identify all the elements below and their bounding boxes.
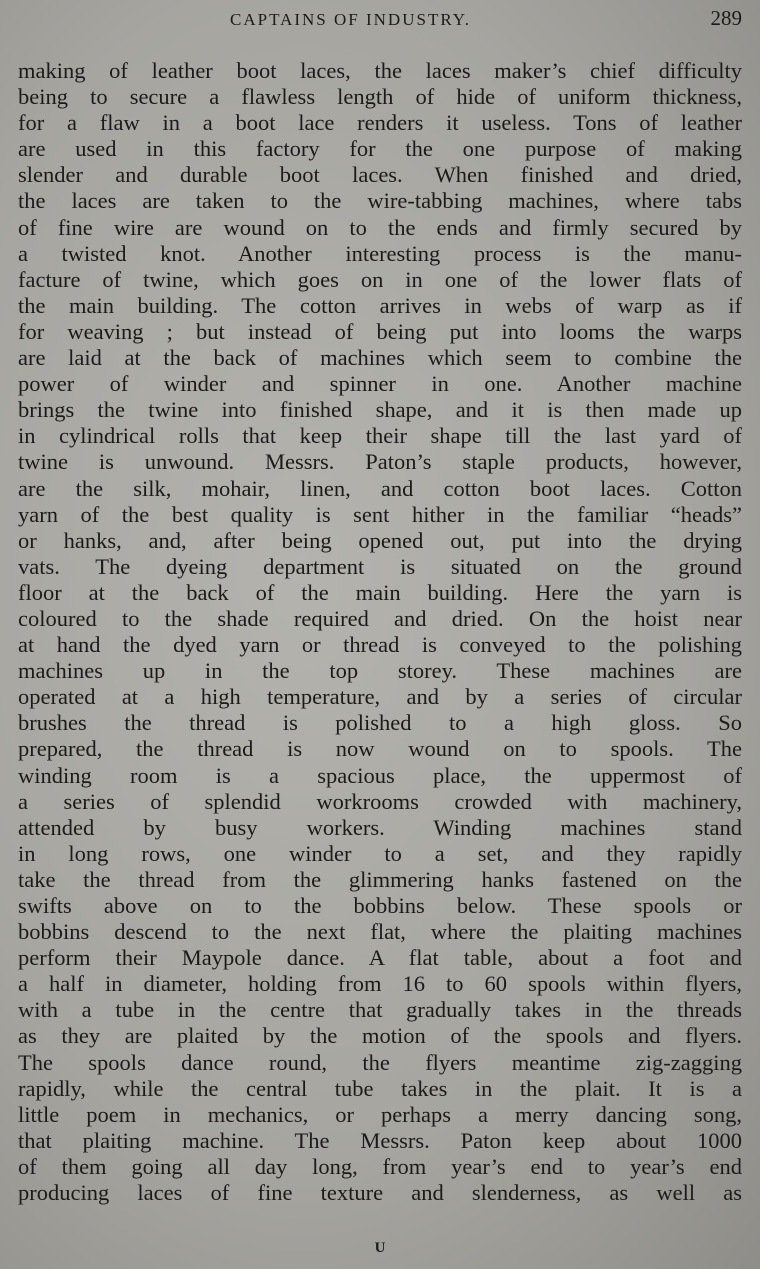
text-line: a twisted knot. Another interesting process is the manu- [18, 240, 742, 266]
text-line: the main building. The cotton arrives in webs of warp as if [18, 292, 742, 318]
body-text [18, 58, 742, 1206]
text-line: take the thread from the glimmering hanks fastened on the [18, 866, 742, 892]
text-line: a half in diameter, holding from 16 to 60 spools within flyers, [18, 971, 742, 997]
text-line: in cylindrical rolls that keep their shape till the last yard of [18, 423, 742, 449]
text-line: are laid at the back of machines which seem to combine the [18, 345, 742, 371]
page-header [230, 6, 742, 32]
text-line: yarn of the best quality is sent hither in the familiar “heads” [18, 501, 742, 527]
text-line: with a tube in the centre that gradually takes in the threads [18, 997, 742, 1023]
text-line: making of leather boot laces, the laces maker’s chief difficulty [18, 58, 742, 83]
text-line: or hanks, and, after being opened out, put into the drying [18, 527, 742, 553]
text-line: bobbins descend to the next flat, where the plaiting machines [18, 919, 742, 945]
text-line: facture of twine, which goes on in one of the lower flats of [18, 266, 742, 292]
text-line: in long rows, one winder to a set, and they rapidly [18, 840, 742, 866]
text-line: producing laces of fine texture and slenderness, as well as [18, 1180, 742, 1206]
text-line: brings the twine into finished shape, and it is then made up [18, 397, 742, 423]
text-line: a series of splendid workrooms crowded with machinery, [18, 788, 742, 814]
text-line: are used in this factory for the one purpose of making [18, 136, 742, 162]
text-line: twine is unwound. Messrs. Paton’s staple products, however, [18, 449, 742, 475]
text-line: power of winder and spinner in one. Another machine [18, 371, 742, 397]
text-line: floor at the back of the main building. Here the yarn is [18, 579, 742, 605]
text-line: being to secure a flawless length of hide of uniform thickness, [18, 84, 742, 110]
text-line: the laces are taken to the wire-tabbing machines, where tabs [18, 188, 742, 214]
text-line: vats. The dyeing department is situated on the ground [18, 553, 742, 579]
text-line: at hand the dyed yarn or thread is conveyed to the polishing [18, 632, 742, 658]
text-line: winding room is a spacious place, the uppermost of [18, 762, 742, 788]
text-line: for weaving ; but instead of being put into looms the warps [18, 318, 742, 344]
signature-mark: U [374, 1240, 386, 1256]
text-line: as they are plaited by the motion of the spools and flyers. [18, 1023, 742, 1049]
page-number: 289 [710, 6, 742, 30]
text-line: of fine wire are wound on to the ends and firmly secured by [18, 214, 742, 240]
text-line: operated at a high temperature, and by a series of circular [18, 684, 742, 710]
text-line: attended by busy workers. Winding machines stand [18, 814, 742, 840]
text-line: for a flaw in a boot lace renders it useless. Tons of leather [18, 110, 742, 136]
text-line: of them going all day long, from year’s end to year’s end [18, 1153, 742, 1179]
text-line: The spools dance round, the flyers meantime zig-zagging [18, 1049, 742, 1075]
text-line: rapidly, while the central tube takes in the plait. It is a [18, 1075, 742, 1101]
text-line: machines up in the top storey. These machines are [18, 658, 742, 684]
running-title: CAPTAINS OF INDUSTRY. [230, 10, 472, 29]
text-line: little poem in mechanics, or perhaps a merry dancing song, [18, 1101, 742, 1127]
text-line: slender and durable boot laces. When finished and dried, [18, 162, 742, 188]
text-line: perform their Maypole dance. A flat table, about a foot and [18, 945, 742, 971]
text-line: prepared, the thread is now wound on to spools. The [18, 736, 742, 762]
text-line: brushes the thread is polished to a high gloss. So [18, 710, 742, 736]
text-line: coloured to the shade required and dried. On the hoist near [18, 605, 742, 631]
text-line: are the silk, mohair, linen, and cotton boot laces. Cotton [18, 475, 742, 501]
text-line: swifts above on to the bobbins below. These spools or [18, 893, 742, 918]
text-line: that plaiting machine. The Messrs. Paton keep about 1000 [18, 1127, 742, 1153]
